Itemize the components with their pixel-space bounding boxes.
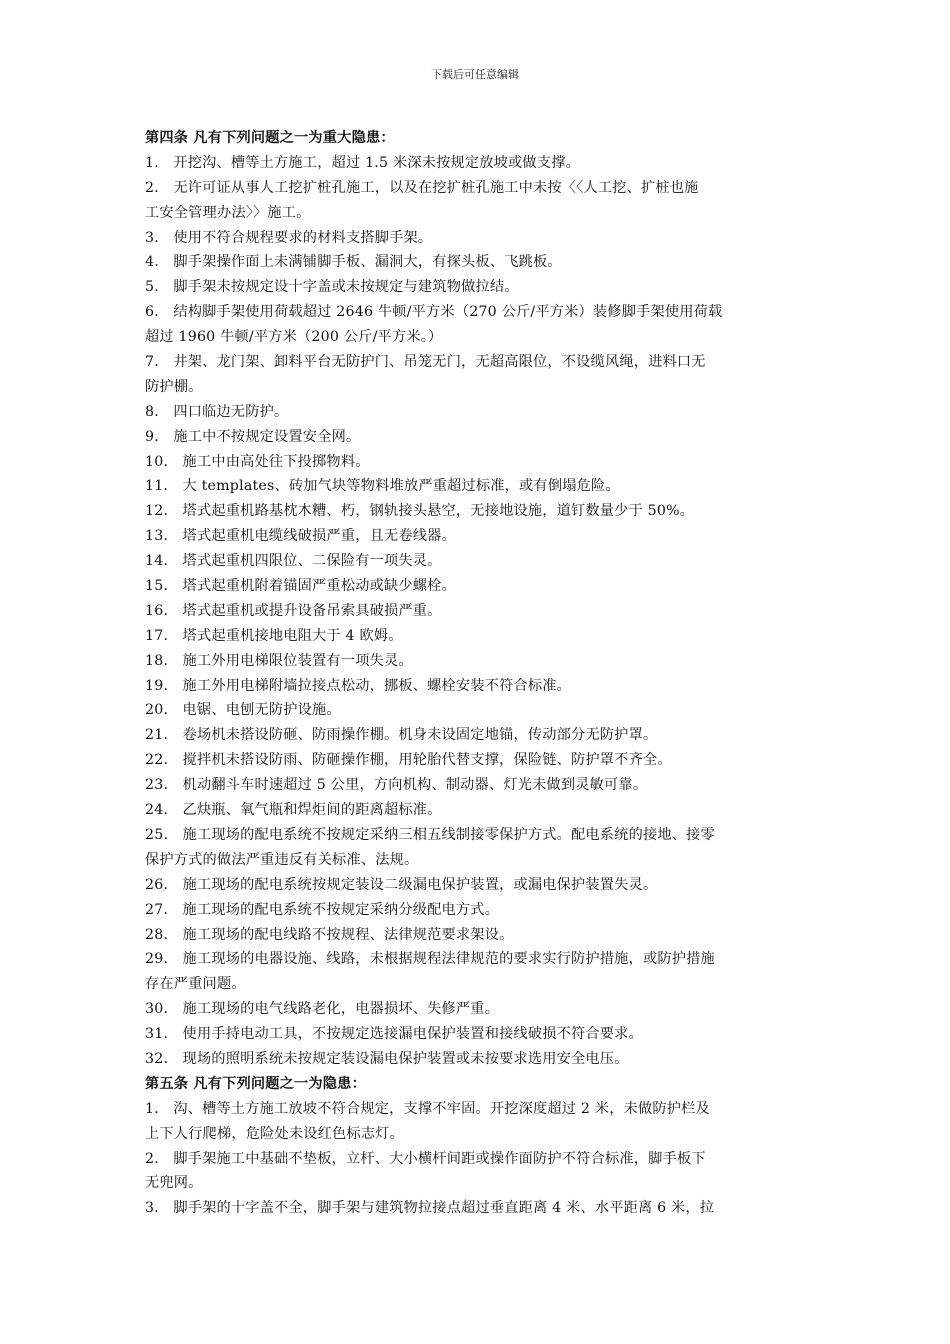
paragraph-line: 22． 搅拌机未搭设防雨、防砸操作棚，用轮胎代替支撑，保险链、防护罩不齐全。 bbox=[145, 752, 672, 769]
section-heading: 第四条 凡有下列问题之一为重大隐患： bbox=[145, 130, 395, 146]
paragraph-line: 12． 塔式起重机路基枕木糟、朽，钢轨接头悬空，无接地设施，道钉数量少于 50%。 bbox=[145, 503, 695, 520]
paragraph-line: 1． 沟、槽等土方施工放坡不符合规定，支撑不牢固。开挖深度超过 2 米，未做防护栏及 bbox=[145, 1100, 710, 1117]
paragraph-line: 27． 施工现场的配电系统不按规定采纳分级配电方式。 bbox=[145, 901, 500, 918]
paragraph-line: 上下人行爬梯，危险处未设红色标志灯。 bbox=[145, 1125, 404, 1142]
paragraph-line: 20． 电锯、电刨无防护设施。 bbox=[145, 702, 341, 719]
document-body bbox=[145, 126, 810, 1221]
paragraph-line: 2． 无许可证从事人工挖扩桩孔施工，以及在挖扩桩孔施工中未按〈〈人工挖、扩桩也施 bbox=[145, 179, 699, 196]
paragraph-line: 19． 施工外用电梯附墙拉接点松动，挪板、螺栓安装不符合标准。 bbox=[145, 677, 572, 694]
paragraph-line: 30． 施工现场的电气线路老化，电器损坏、失修严重。 bbox=[145, 1001, 500, 1018]
section-heading: 第五条 凡有下列问题之一为隐患： bbox=[145, 1075, 366, 1092]
paragraph-line: 工安全管理办法〉〉施工。 bbox=[145, 204, 311, 221]
paragraph-line: 保护方式的做法严重违反有关标准、法规。 bbox=[145, 851, 419, 868]
paragraph-line: 无兜网。 bbox=[145, 1175, 203, 1192]
paragraph-line: 18． 施工外用电梯限位装置有一项失灵。 bbox=[145, 652, 413, 669]
paragraph-line: 32． 现场的照明系统未按规定装设漏电保护装置或未按要求选用安全电压。 bbox=[145, 1050, 629, 1067]
paragraph-line: 8． 四口临边无防护。 bbox=[145, 403, 289, 420]
paragraph-line: 5． 脚手架未按规定设十字盖或未按规定与建筑物做拉结。 bbox=[145, 279, 519, 296]
paragraph-line: 25． 施工现场的配电系统不按规定采纳三相五线制接零保护方式。配电系统的接地、接零 bbox=[145, 826, 715, 843]
paragraph-line: 4． 脚手架操作面上未满铺脚手板、漏洞大，有探头板、飞跳板。 bbox=[145, 254, 562, 271]
paragraph-line: 28． 施工现场的配电线路不按规程、法律规范要求架设。 bbox=[145, 926, 514, 943]
paragraph-line: 14． 塔式起重机四限位、二保险有一项失灵。 bbox=[145, 553, 442, 570]
paragraph-line: 3． 脚手架的十字盖不全，脚手架与建筑物拉接点超过垂直距离 4 米、水平距离 6 米，拉 bbox=[145, 1200, 715, 1217]
page-header: 下载后可任意编辑 bbox=[431, 68, 519, 81]
paragraph-line: 7． 井架、龙门架、卸料平台无防护门、吊笼无门，无超高限位，不设缆风绳，进料口无 bbox=[145, 354, 706, 371]
paragraph-line: 26． 施工现场的配电系统按规定装设二级漏电保护装置，或漏电保护装置失灵。 bbox=[145, 876, 658, 893]
paragraph-line: 23． 机动翻斗车时速超过 5 公里，方向机构、制动器、灯光未做到灵敏可靠。 bbox=[145, 777, 648, 794]
paragraph-line: 13． 塔式起重机电缆线破损严重，且无卷线器。 bbox=[145, 528, 456, 545]
paragraph-line: 15． 塔式起重机附着锚固严重松动或缺少螺栓。 bbox=[145, 578, 456, 595]
paragraph-line: 24． 乙炔瓶、氧气瓶和焊炬间的距离超标准。 bbox=[145, 802, 442, 819]
paragraph-line: 29． 施工现场的电器设施、线路，未根据规程法律规范的要求实行防护措施，或防护措施 bbox=[145, 951, 715, 968]
paragraph-line: 防护棚。 bbox=[145, 378, 203, 395]
paragraph-line: 存在严重问题。 bbox=[145, 976, 246, 993]
paragraph-line: 21． 卷场机未搭设防砸、防雨操作棚。机身未设固定地锚，传动部分无防护罩。 bbox=[145, 727, 658, 744]
paragraph-line: 9． 施工中不按规定设置安全网。 bbox=[145, 428, 361, 445]
paragraph-line: 16． 塔式起重机或提升设备吊索具破损严重。 bbox=[145, 602, 442, 619]
paragraph-line: 11． 大 templates、砖加气块等物料堆放严重超过标准，或有倒塌危险。 bbox=[145, 478, 620, 495]
paragraph-line: 超过 1960 牛顿/平方米（200 公斤/平方米。） bbox=[145, 329, 443, 346]
paragraph-line: 17． 塔式起重机接地电阻大于 4 欧姆。 bbox=[145, 627, 403, 644]
paragraph-line: 1． 开挖沟、槽等土方施工，超过 1.5 米深未按规定放坡或做支撑。 bbox=[145, 154, 580, 171]
paragraph-line: 6． 结构脚手架使用荷载超过 2646 牛顿/平方米（270 公斤/平方米）装修脚手架使用荷载 bbox=[145, 304, 723, 321]
paragraph-line: 31． 使用手持电动工具，不按规定选接漏电保护装置和接线破损不符合要求。 bbox=[145, 1026, 643, 1043]
paragraph-line: 10． 施工中由高处往下投掷物料。 bbox=[145, 453, 370, 470]
paragraph-line: 3． 使用不符合规程要求的材料支搭脚手架。 bbox=[145, 229, 433, 246]
paragraph-line: 2． 脚手架施工中基础不垫板，立杆、大小横杆间距或操作面防护不符合标准，脚手板下 bbox=[145, 1150, 706, 1167]
